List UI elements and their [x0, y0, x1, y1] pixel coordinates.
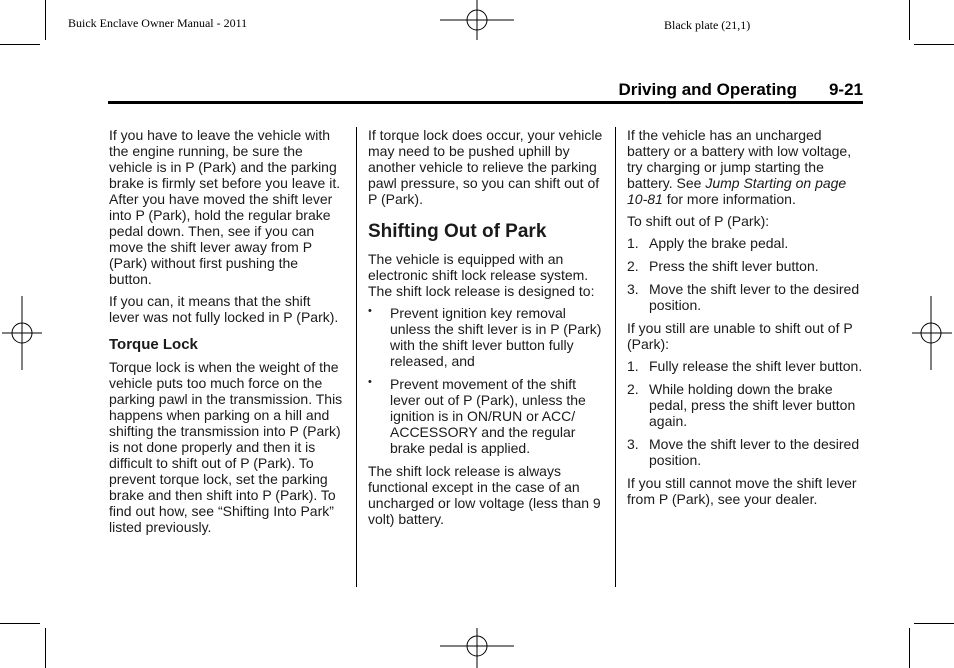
crop-mark-bl-h — [0, 623, 40, 624]
section-header — [618, 80, 863, 100]
crop-mark-tl-h — [0, 44, 40, 45]
subheading-torque-lock: Torque Lock — [109, 336, 198, 353]
list-item: 2. While holding down the brake pedal, press the shift lever button again. — [627, 381, 856, 429]
registration-mark-right-icon — [910, 296, 954, 370]
list-item: • Prevent movement of the shift lever out of P (Park), unless the ignition is in ON/RUN or ACC/ ACCESSORY and the regular brake pedal is applied. — [368, 376, 586, 456]
paragraph: If you can, it means that the shift lever was not fully locked in P (Park). — [109, 293, 339, 325]
crop-mark-tr-v — [909, 0, 910, 40]
column-3 — [627, 127, 867, 513]
paragraph: To shift out of P (Park): — [627, 213, 770, 229]
bullet-icon: • — [368, 376, 372, 388]
crop-mark-tl-v — [45, 0, 46, 40]
paragraph: If you still are unable to shift out of P (Park): — [627, 320, 853, 352]
manual-title: Buick Enclave Owner Manual - 2011 — [68, 16, 248, 30]
numbered-list — [627, 235, 867, 313]
paragraph: The vehicle is equipped with an electronic shift lock release system. The shift lock release is designed to: — [368, 251, 595, 299]
column-divider — [356, 127, 357, 587]
registration-mark-left-icon — [0, 296, 44, 370]
page-number: 9-21 — [828, 80, 863, 99]
crop-mark-br-h — [914, 623, 954, 624]
crop-mark-bl-v — [45, 628, 46, 668]
heading-shifting-out-of-park: Shifting Out of Park — [368, 221, 547, 242]
list-item: 1. Fully release the shift lever button. — [627, 358, 863, 374]
section-title: Driving and Operating — [618, 80, 797, 99]
bullet-list — [368, 305, 604, 456]
crop-mark-br-v — [909, 628, 910, 668]
list-item: 1. Apply the brake pedal. — [627, 235, 789, 251]
list-item: 3. Move the shift lever to the desired position. — [627, 281, 860, 313]
registration-mark-top-icon — [440, 0, 514, 44]
paragraph: If the vehicle has an uncharged battery or a battery with low voltage, try charging or jump starting the battery. See Jump Starting on page 10-81 for more information. — [627, 127, 852, 207]
paragraph: Torque lock is when the weight of the vehicle puts too much force on the parking pawl in the transmission. This happens when parking on a hill and shifting the transmission into P (Park) is not done properly and then it is difficult to shift out of P (Park). To prevent torque lock, set the parking brake and then shift into P (Park). To find out how, see “Shifting Into Park” listed previously. — [109, 359, 343, 535]
list-item: 3. Move the shift lever to the desired position. — [627, 436, 860, 468]
paragraph: The shift lock release is always functional except in the case of an uncharged or low voltage (less than 9 volt) battery. — [368, 463, 601, 527]
paragraph: If you have to leave the vehicle with the engine running, be sure the vehicle is in P (Park) and the parking brake is firmly set before you leave it. After you have moved the shift lever into P (Park), hold the regular brake pedal down. Then, see if you can move the shift lever away from P (Park) without first pushing the button. — [109, 127, 341, 287]
crop-mark-tr-h — [914, 44, 954, 45]
column-1 — [109, 127, 344, 541]
plate-label: Black plate (21,1) — [664, 18, 751, 32]
header-rule — [108, 101, 863, 104]
paragraph: If torque lock does occur, your vehicle may need to be pushed uphill by another vehicle to relieve the parking pawl pressure, so you can shift out of P (Park). — [368, 127, 603, 207]
list-item: • Prevent ignition key removal unless the shift lever is in P (Park) with the shift lever button fully released, and — [368, 305, 602, 369]
paragraph: If you still cannot move the shift lever from P (Park), see your dealer. — [627, 475, 857, 507]
column-divider — [615, 127, 616, 587]
bullet-icon: • — [368, 305, 372, 317]
registration-mark-bottom-icon — [440, 626, 514, 668]
numbered-list — [627, 358, 867, 468]
column-2 — [368, 127, 604, 533]
list-item: 2. Press the shift lever button. — [627, 258, 819, 274]
cross-reference-link[interactable]: Jump Starting on page 10-81 — [627, 175, 847, 207]
